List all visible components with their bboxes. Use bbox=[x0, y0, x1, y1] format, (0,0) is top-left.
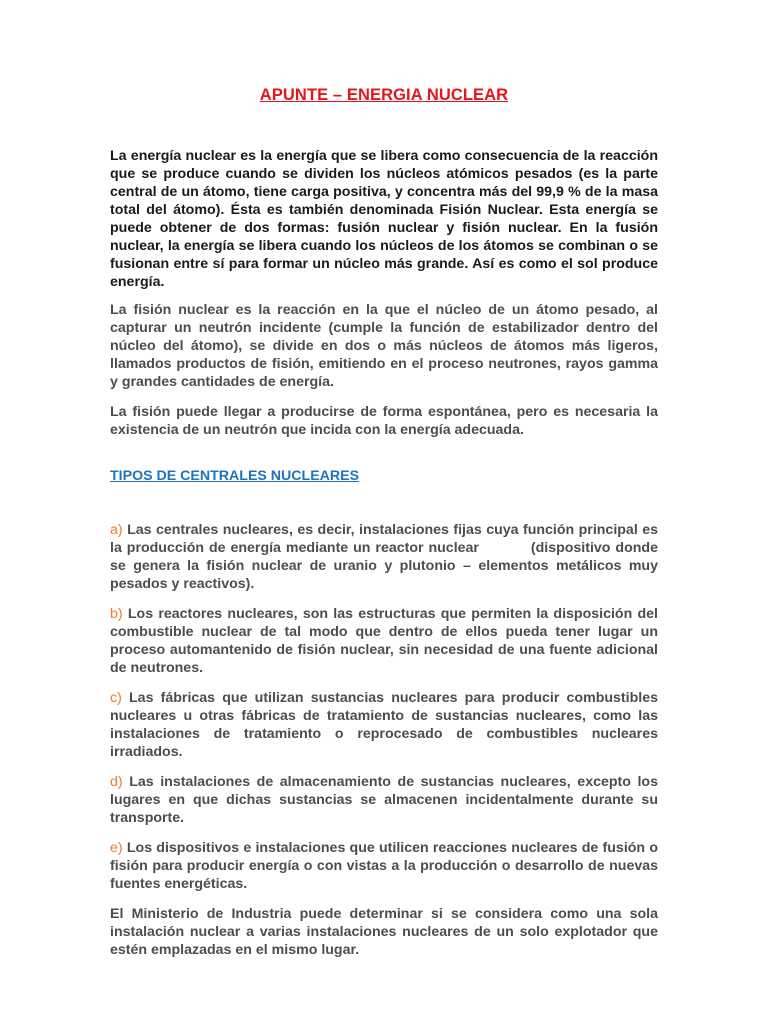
item-text: Las fábricas que utilizan sustancias nucleares para producir combustibles nucleares u otras fábricas de tratamiento de sustancias nucleares, como las instalaciones de tratamiento o reprocesado de combustibles nucleares irradiados. bbox=[110, 690, 658, 760]
list-item-e bbox=[110, 839, 658, 893]
list-item-d bbox=[110, 773, 658, 827]
document-page bbox=[110, 86, 658, 968]
intro-paragraph-3: La fisión puede llegar a producirse de forma espontánea, pero es necesaria la existencia de un neutrón que incida con la energía adecuada. bbox=[110, 404, 658, 438]
document-title: APUNTE – ENERGIA NUCLEAR bbox=[259, 86, 509, 104]
item-letter: b) bbox=[110, 606, 123, 622]
item-text: Los dispositivos e instalaciones que utilicen reacciones nucleares de fusión o fisión para producir energía o con vistas a la producción o desarrollo de nuevas fuentes energéticas. bbox=[110, 840, 658, 892]
item-text-continued: (dispositivo donde se genera la fisión nuclear de uranio y plutonio – elementos metálicos muy pesados y reactivos). bbox=[110, 540, 658, 592]
list-item-c bbox=[110, 689, 658, 761]
intro-paragraph-2: La fisión nuclear es la reacción en la que el núcleo de un átomo pesado, al capturar un neutrón incidente (cumple la función de estabilizador dentro del núcleo del átomo), se divide en dos o más núcleos de átomos más ligeros, llamados productos de fisión, emitiendo en el proceso neutrones, rayos gamma y grandes cantidades de energía. bbox=[110, 302, 658, 390]
section-title: TIPOS DE CENTRALES NUCLEARES bbox=[110, 468, 360, 484]
item-text: Los reactores nucleares, son las estructuras que permiten la disposición del combustible nuclear de tal modo que dentro de ellos pueda tener lugar un proceso automantenido de fisión nuclear, sin necesidad de una fuente adicional de neutrones. bbox=[110, 606, 658, 676]
item-letter: a) bbox=[110, 522, 123, 538]
item-text: Las centrales nucleares, es decir, instalaciones fijas cuya función principal es la producción de energía mediante un reactor nuclear bbox=[110, 522, 658, 556]
list-item-b bbox=[110, 605, 658, 677]
intro-paragraph-1: La energía nuclear es la energía que se libera como consecuencia de la reacción que se produce cuando se dividen los núcleos atómicos pesados (es la parte central de un átomo, tiene carga positiva, y concentra más del 99,9 % de la masa total del átomo). Ésta es también denominada Fisión Nuclear. Esta energía se puede obtener de dos formas: fusión nuclear y fisión nuclear. En la fusión nuclear, la energía se libera cuando los núcleos de los átomos se combinan o se fusionan entre sí para formar un núcleo más grande. Así es como el sol produce energía. bbox=[110, 148, 658, 290]
item-letter: e) bbox=[110, 840, 123, 856]
item-text: Las instalaciones de almacenamiento de sustancias nucleares, excepto los lugares en que dichas sustancias se almacenen incidentalmente durante su transporte. bbox=[110, 774, 658, 826]
item-letter: d) bbox=[110, 774, 123, 790]
list-item-a bbox=[110, 521, 658, 593]
item-letter: c) bbox=[110, 690, 122, 706]
closing-paragraph: El Ministerio de Industria puede determinar si se considera como una sola instalación nuclear a varias instalaciones nucleares de un solo explotador que estén emplazadas en el mismo lugar. bbox=[110, 906, 658, 958]
